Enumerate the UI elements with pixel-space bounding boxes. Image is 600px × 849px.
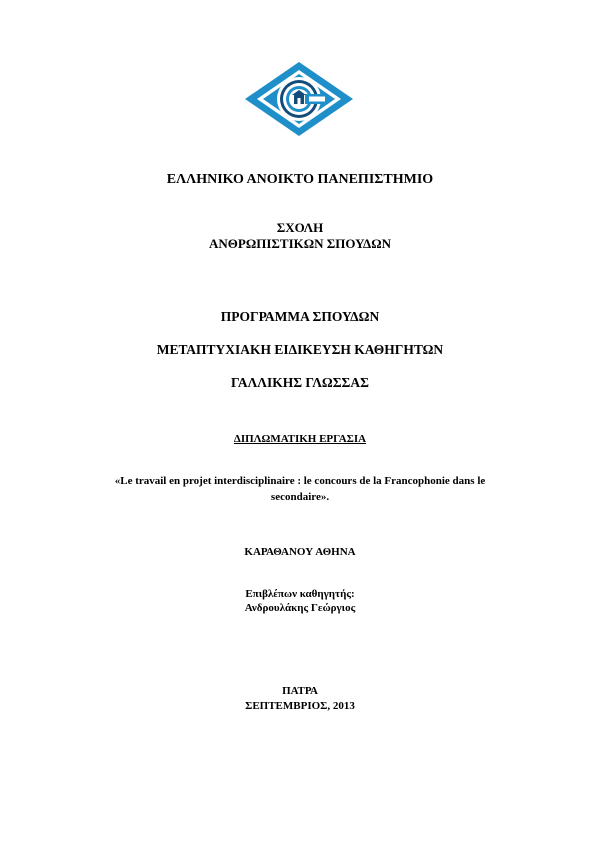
- university-name: ΕΛΛΗΝΙΚΟ ΑΝΟΙΚΤΟ ΠΑΝΕΠΙΣΤΗΜΙΟ: [166, 172, 434, 187]
- specialization-line-2: ΓΑΛΛΙΚΗΣ ΓΛΩΣΣΑΣ: [231, 375, 369, 390]
- thesis-label: ΔΙΠΛΩΜΑΤΙΚΗ ΕΡΓΑΣΙΑ: [233, 433, 367, 445]
- school-name: ΑΝΘΡΩΠΙΣΤΙΚΩΝ ΣΠΟΥΔΩΝ: [208, 236, 391, 251]
- date: ΣΕΠΤΕΜΒΡΙΟΣ, 2013: [245, 700, 355, 712]
- school-label: ΣΧΟΛΗ: [276, 220, 324, 235]
- supervisor-label: Επιβλέπων καθηγητής:: [245, 588, 355, 600]
- author-name: ΚΑΡΑΘΑΝΟΥ ΑΘΗΝΑ: [244, 546, 356, 558]
- thesis-title-line-2: secondaire».: [270, 491, 330, 503]
- specialization-line-1: ΜΕΤΑΠΤΥΧΙΑΚΗ ΕΙΔΙΚΕΥΣΗ ΚΑΘΗΓΗΤΩΝ: [156, 342, 444, 357]
- university-seal-icon: [243, 60, 355, 138]
- city: ΠΑΤΡΑ: [282, 685, 318, 697]
- supervisor-name: Ανδρουλάκης Γεώργιος: [244, 602, 356, 614]
- program-title: ΠΡΟΓΡΑΜΜΑ ΣΠΟΥΔΩΝ: [220, 309, 380, 324]
- thesis-title-line-1: «Le travail en projet interdisciplinaire : le concours de la Francophonie dans le: [114, 475, 486, 487]
